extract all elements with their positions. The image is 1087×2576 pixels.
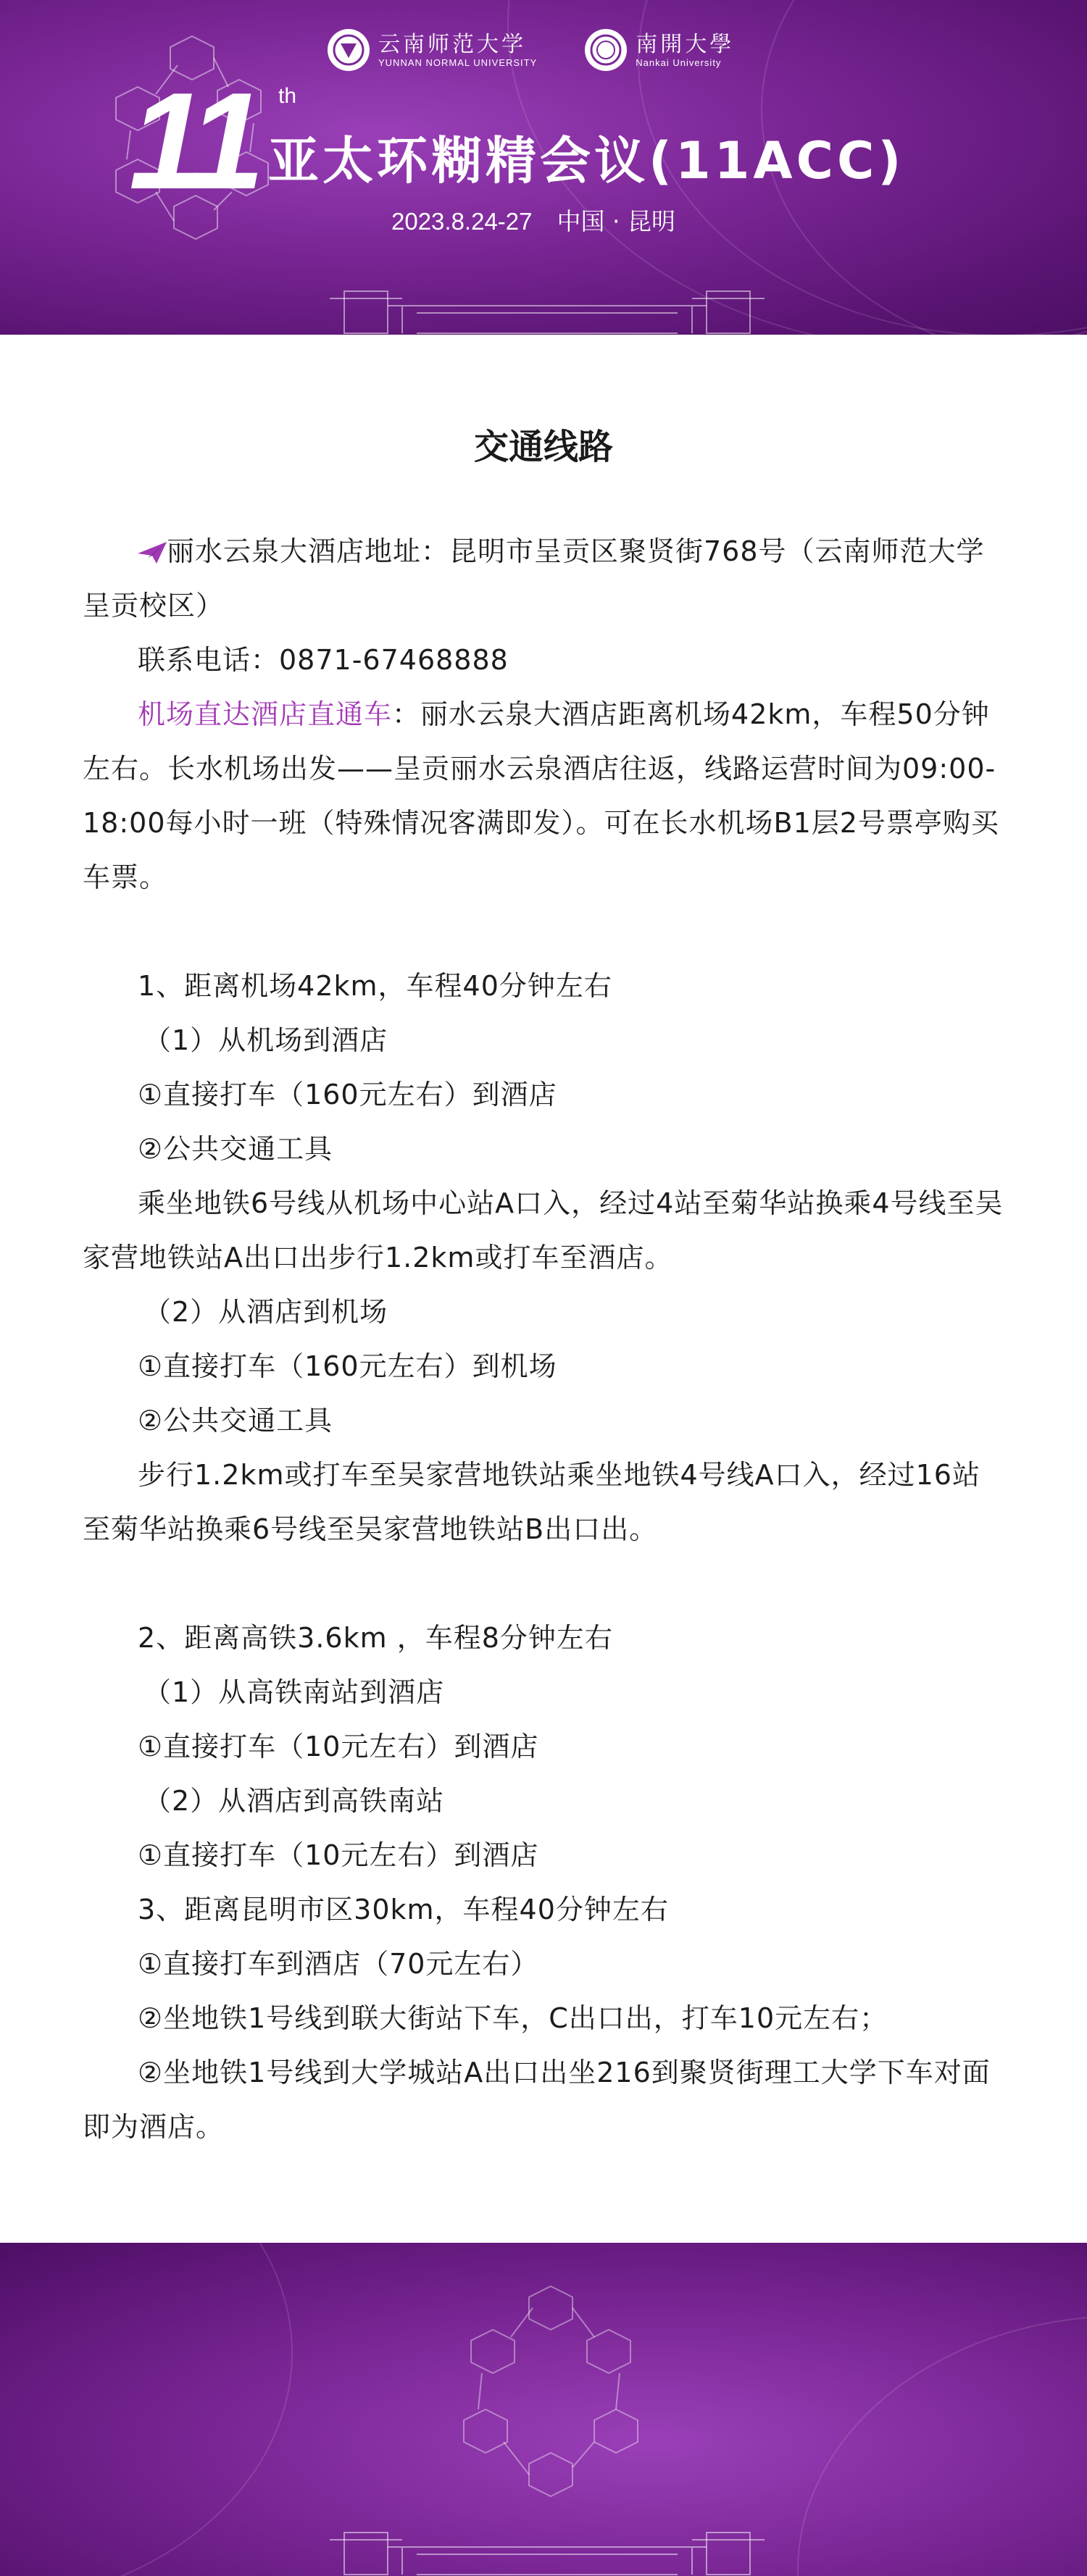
airport-to-hotel: （1）从机场到酒店 <box>143 1024 388 1056</box>
conference-location: 中国 · 昆明 <box>557 207 675 235</box>
edition-number: 11 <box>129 64 258 218</box>
nankai-name-en: Nankai University <box>636 57 722 68</box>
rail-heading: 2、距离高铁3.6km ，车程8分钟左右 <box>138 1622 613 1654</box>
shuttle-info <box>83 687 1007 905</box>
paper-plane-icon <box>138 542 167 564</box>
shuttle-label: 机场直达酒店直通车 <box>138 698 393 730</box>
hotel-to-airport: （2）从酒店到机场 <box>143 1296 388 1328</box>
nankai-name-cn: 南開大學 <box>636 31 735 57</box>
conference-date: 2023.8.24-27 <box>391 208 533 235</box>
conference-title: 亚太环糊精会议(11ACC) <box>268 131 905 191</box>
yunnan-normal-university-logo <box>328 29 537 71</box>
airport-to-hotel-transit-detail: 乘坐地铁6号线从机场中心站A口入，经过4站至菊华站换乘4号线至吴家营地铁站A出口出步行1.2km或打车至酒店。 <box>83 1187 1004 1274</box>
city-option-3: ②坐地铁1号线到大学城站A出口出坐216到聚贤街理工大学下车对面即为酒店。 <box>83 2057 991 2143</box>
hotel-to-rail: （2）从酒店到高铁南站 <box>143 1785 445 1817</box>
hotel-address-text: 丽水云泉大酒店地址：昆明市呈贡区聚贤街768号（云南师范大学呈贡校区） <box>83 535 985 622</box>
shuttle-text: ：丽水云泉大酒店距离机场42km，车程50分钟左右。长水机场出发——呈贡丽水云泉酒店往返，线路运营时间为09:00-18:00每小时一班（特殊情况客满即发）。可在长水机场B1层2号票亭购买车票。 <box>83 698 999 893</box>
ynnu-name-cn: 云南师范大学 <box>378 31 526 57</box>
hotel-to-airport-transit: ②公共交通工具 <box>138 1405 333 1437</box>
rail-to-hotel-taxi: ①直接打车（10元左右）到酒店 <box>138 1731 539 1762</box>
campus-gate-icon <box>330 2518 765 2576</box>
ynnu-name-en: YUNNAN NORMAL UNIVERSITY <box>378 57 538 68</box>
hotel-phone: 联系电话：0871-67468888 <box>138 644 509 676</box>
header-banner <box>0 0 1087 335</box>
conference-date-location <box>391 203 675 237</box>
cyclodextrin-molecule-icon <box>428 2257 674 2518</box>
hotel-to-airport-transit-detail: 步行1.2km或打车至吴家营地铁站乘坐地铁4号线A口入，经过16站至菊华站换乘6号线至吴家营地铁站B出口出。 <box>83 1459 980 1545</box>
campus-gate-icon <box>330 277 765 335</box>
ynnu-emblem-icon <box>328 29 370 71</box>
city-heading: 3、距离昆明市区30km，车程40分钟左右 <box>138 1894 669 1925</box>
nankai-emblem-icon <box>585 29 627 71</box>
page-title: 交通线路 <box>473 427 613 467</box>
spacer <box>83 1557 1007 1611</box>
hotel-to-rail-taxi: ①直接打车（10元左右）到酒店 <box>138 1839 539 1871</box>
airport-to-hotel-taxi: ①直接打车（160元左右）到酒店 <box>138 1079 557 1111</box>
rail-to-hotel: （1）从高铁南站到酒店 <box>143 1676 445 1708</box>
hotel-address <box>83 524 1007 633</box>
hotel-to-airport-taxi: ①直接打车（160元左右）到机场 <box>138 1350 557 1382</box>
airport-to-hotel-transit: ②公共交通工具 <box>138 1133 333 1165</box>
transport-content <box>83 524 1007 2154</box>
footer-banner <box>0 2243 1087 2576</box>
city-option-1: ①直接打车到酒店（70元左右） <box>138 1948 539 1980</box>
airport-heading: 1、距离机场42km，车程40分钟左右 <box>138 970 612 1002</box>
city-option-2: ②坐地铁1号线到联大街站下车，C出口出，打车10元左右； <box>138 2002 888 2034</box>
nankai-university-logo <box>585 29 734 71</box>
edition-suffix: th <box>278 84 297 108</box>
spacer <box>83 905 1007 959</box>
